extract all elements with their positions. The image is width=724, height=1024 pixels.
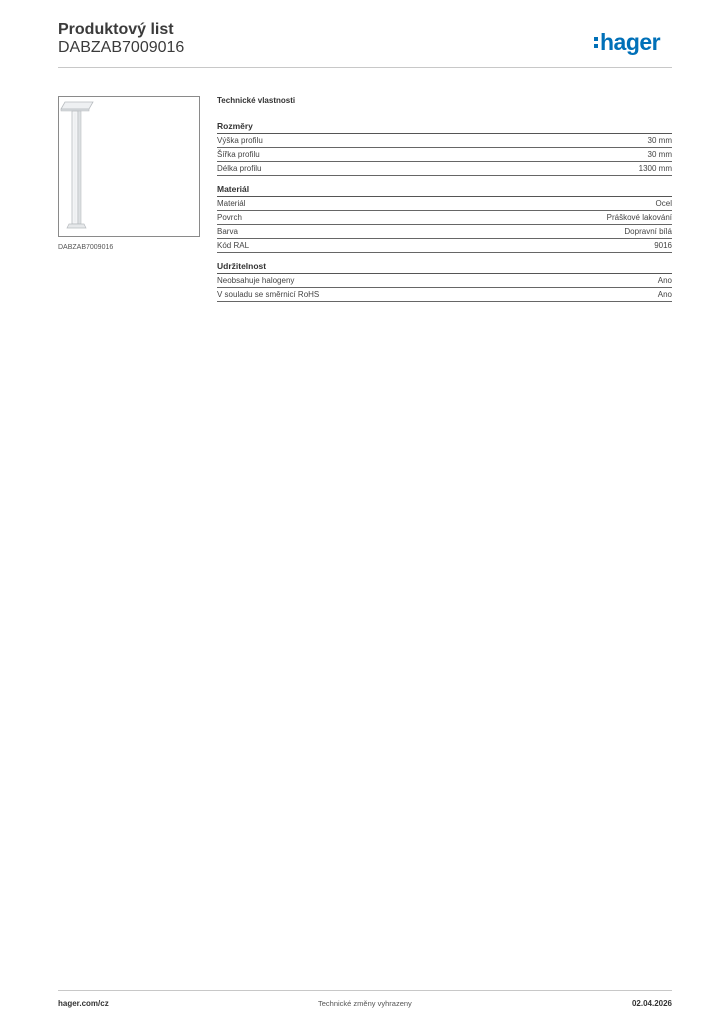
spec-label: V souladu se směrnicí RoHS: [217, 290, 320, 299]
spec-row: [217, 274, 672, 288]
header-divider: [58, 67, 672, 68]
section-title: Rozměry: [217, 121, 672, 134]
spec-row: [217, 162, 672, 176]
footer-date: 02.04.2026: [631, 999, 672, 1008]
product-code: DABZAB7009016: [58, 39, 185, 56]
spec-row: [217, 134, 672, 148]
footer-notice: Technické změny vyhrazeny: [318, 999, 412, 1008]
footer-website: hager.com/cz: [58, 999, 109, 1008]
section-title: Materiál: [217, 184, 672, 197]
footer-divider: [58, 990, 672, 991]
spec-value: Ano: [657, 276, 672, 285]
spec-row: [217, 148, 672, 162]
spec-value: 30 mm: [647, 150, 672, 159]
logo-dots-icon: [594, 37, 598, 48]
spec-label: Šířka profilu: [217, 150, 260, 159]
logo-text: hager: [600, 28, 661, 55]
spec-section-dimensions: [217, 121, 672, 176]
spec-label: Povrch: [217, 213, 242, 222]
spec-row: [217, 211, 672, 225]
spec-section-sustainability: [217, 261, 672, 302]
spec-value: Dopravní bílá: [624, 227, 672, 236]
page-title: Produktový list: [58, 21, 174, 38]
spec-section-material: [217, 184, 672, 253]
spec-value: Ano: [657, 290, 672, 299]
spec-row: [217, 239, 672, 253]
spec-value: Ocel: [655, 199, 672, 208]
spec-value: 9016: [654, 241, 672, 250]
image-caption: DABZAB7009016: [58, 244, 114, 251]
product-image: [59, 97, 199, 236]
spec-row: [217, 288, 672, 302]
spec-value: 1300 mm: [638, 164, 672, 173]
spec-row: [217, 197, 672, 211]
spec-value: 30 mm: [647, 136, 672, 145]
section-title: Udržitelnost: [217, 261, 672, 274]
specs-title: Technické vlastnosti: [217, 96, 296, 105]
spec-label: Barva: [217, 227, 238, 236]
spec-label: Kód RAL: [217, 241, 250, 250]
product-image-frame: [58, 96, 200, 237]
spec-label: Materiál: [217, 199, 246, 208]
spec-value: Práškové lakování: [606, 213, 672, 222]
spec-label: Výška profilu: [217, 136, 263, 145]
technical-specs: [217, 96, 672, 310]
spec-row: [217, 225, 672, 239]
spec-label: Délka profilu: [217, 164, 262, 173]
hager-logo: [594, 29, 660, 55]
spec-label: Neobsahuje halogeny: [217, 276, 295, 285]
